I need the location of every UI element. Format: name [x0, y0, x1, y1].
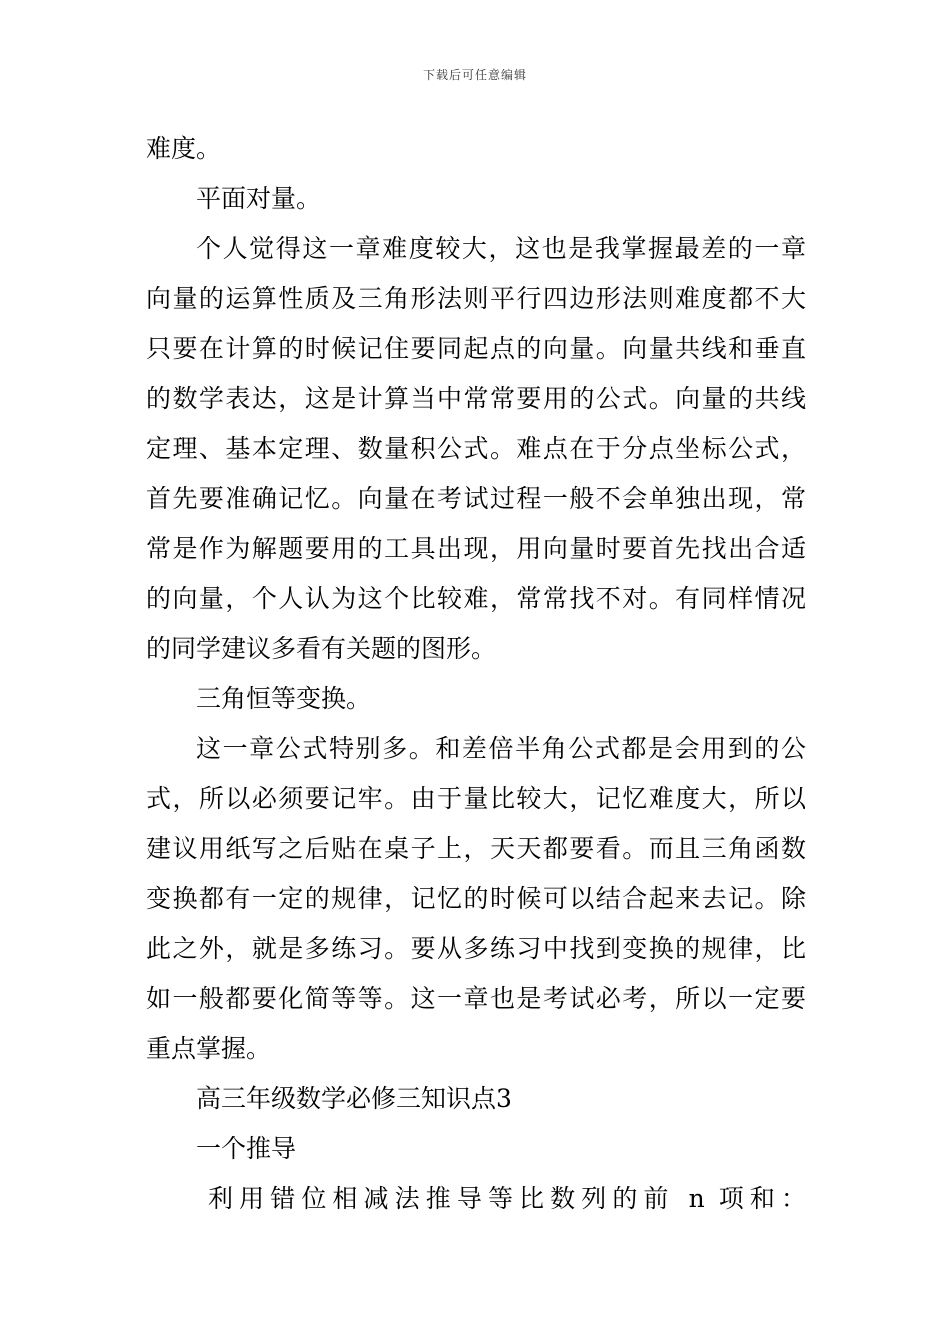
text-line: 只要在计算的时候记住要同起点的向量。向量共线和垂直 — [146, 334, 806, 363]
text-line: 利用错位相减法推导等比数列的前 n 项和： — [208, 1184, 806, 1213]
text-line: 重点掌握。 — [146, 1034, 272, 1063]
section-heading: 三角恒等变换。 — [196, 684, 372, 713]
text-line: 常是作为解题要用的工具出现，用向量时要首先找出合适 — [146, 534, 806, 563]
document-body — [146, 124, 806, 1224]
page-header: 下载后可任意编辑 — [422, 68, 527, 82]
section-heading: 平面对量。 — [196, 184, 322, 213]
text-line: 首先要准确记忆。向量在考试过程一般不会单独出现，常 — [146, 484, 806, 513]
text-line: 如一般都要化简等等。这一章也是考试必考，所以一定要 — [146, 984, 806, 1013]
text-line: 向量的运算性质及三角形法则平行四边形法则难度都不大 — [146, 284, 806, 313]
text-line: 建议用纸写之后贴在桌子上，天天都要看。而且三角函数 — [146, 834, 806, 863]
text-line: 的向量，个人认为这个比较难，常常找不对。有同样情况 — [146, 584, 806, 613]
section-heading: 一个推导 — [196, 1134, 297, 1163]
text-line: 此之外，就是多练习。要从多练习中找到变换的规律，比 — [146, 934, 806, 963]
section-heading: 高三年级数学必修三知识点3 — [196, 1084, 512, 1113]
text-line: 难度。 — [146, 134, 222, 163]
text-line: 式，所以必须要记牢。由于量比较大，记忆难度大，所以 — [146, 784, 806, 813]
text-line: 定理、基本定理、数量积公式。难点在于分点坐标公式， — [146, 434, 806, 463]
text-line: 变换都有一定的规律，记忆的时候可以结合起来去记。除 — [146, 884, 806, 913]
text-line: 这一章公式特别多。和差倍半角公式都是会用到的公 — [196, 734, 806, 763]
text-line: 个人觉得这一章难度较大，这也是我掌握最差的一章 — [196, 234, 806, 263]
text-line: 的数学表达，这是计算当中常常要用的公式。向量的共线 — [146, 384, 806, 413]
text-line: 的同学建议多看有关题的图形。 — [146, 634, 497, 663]
